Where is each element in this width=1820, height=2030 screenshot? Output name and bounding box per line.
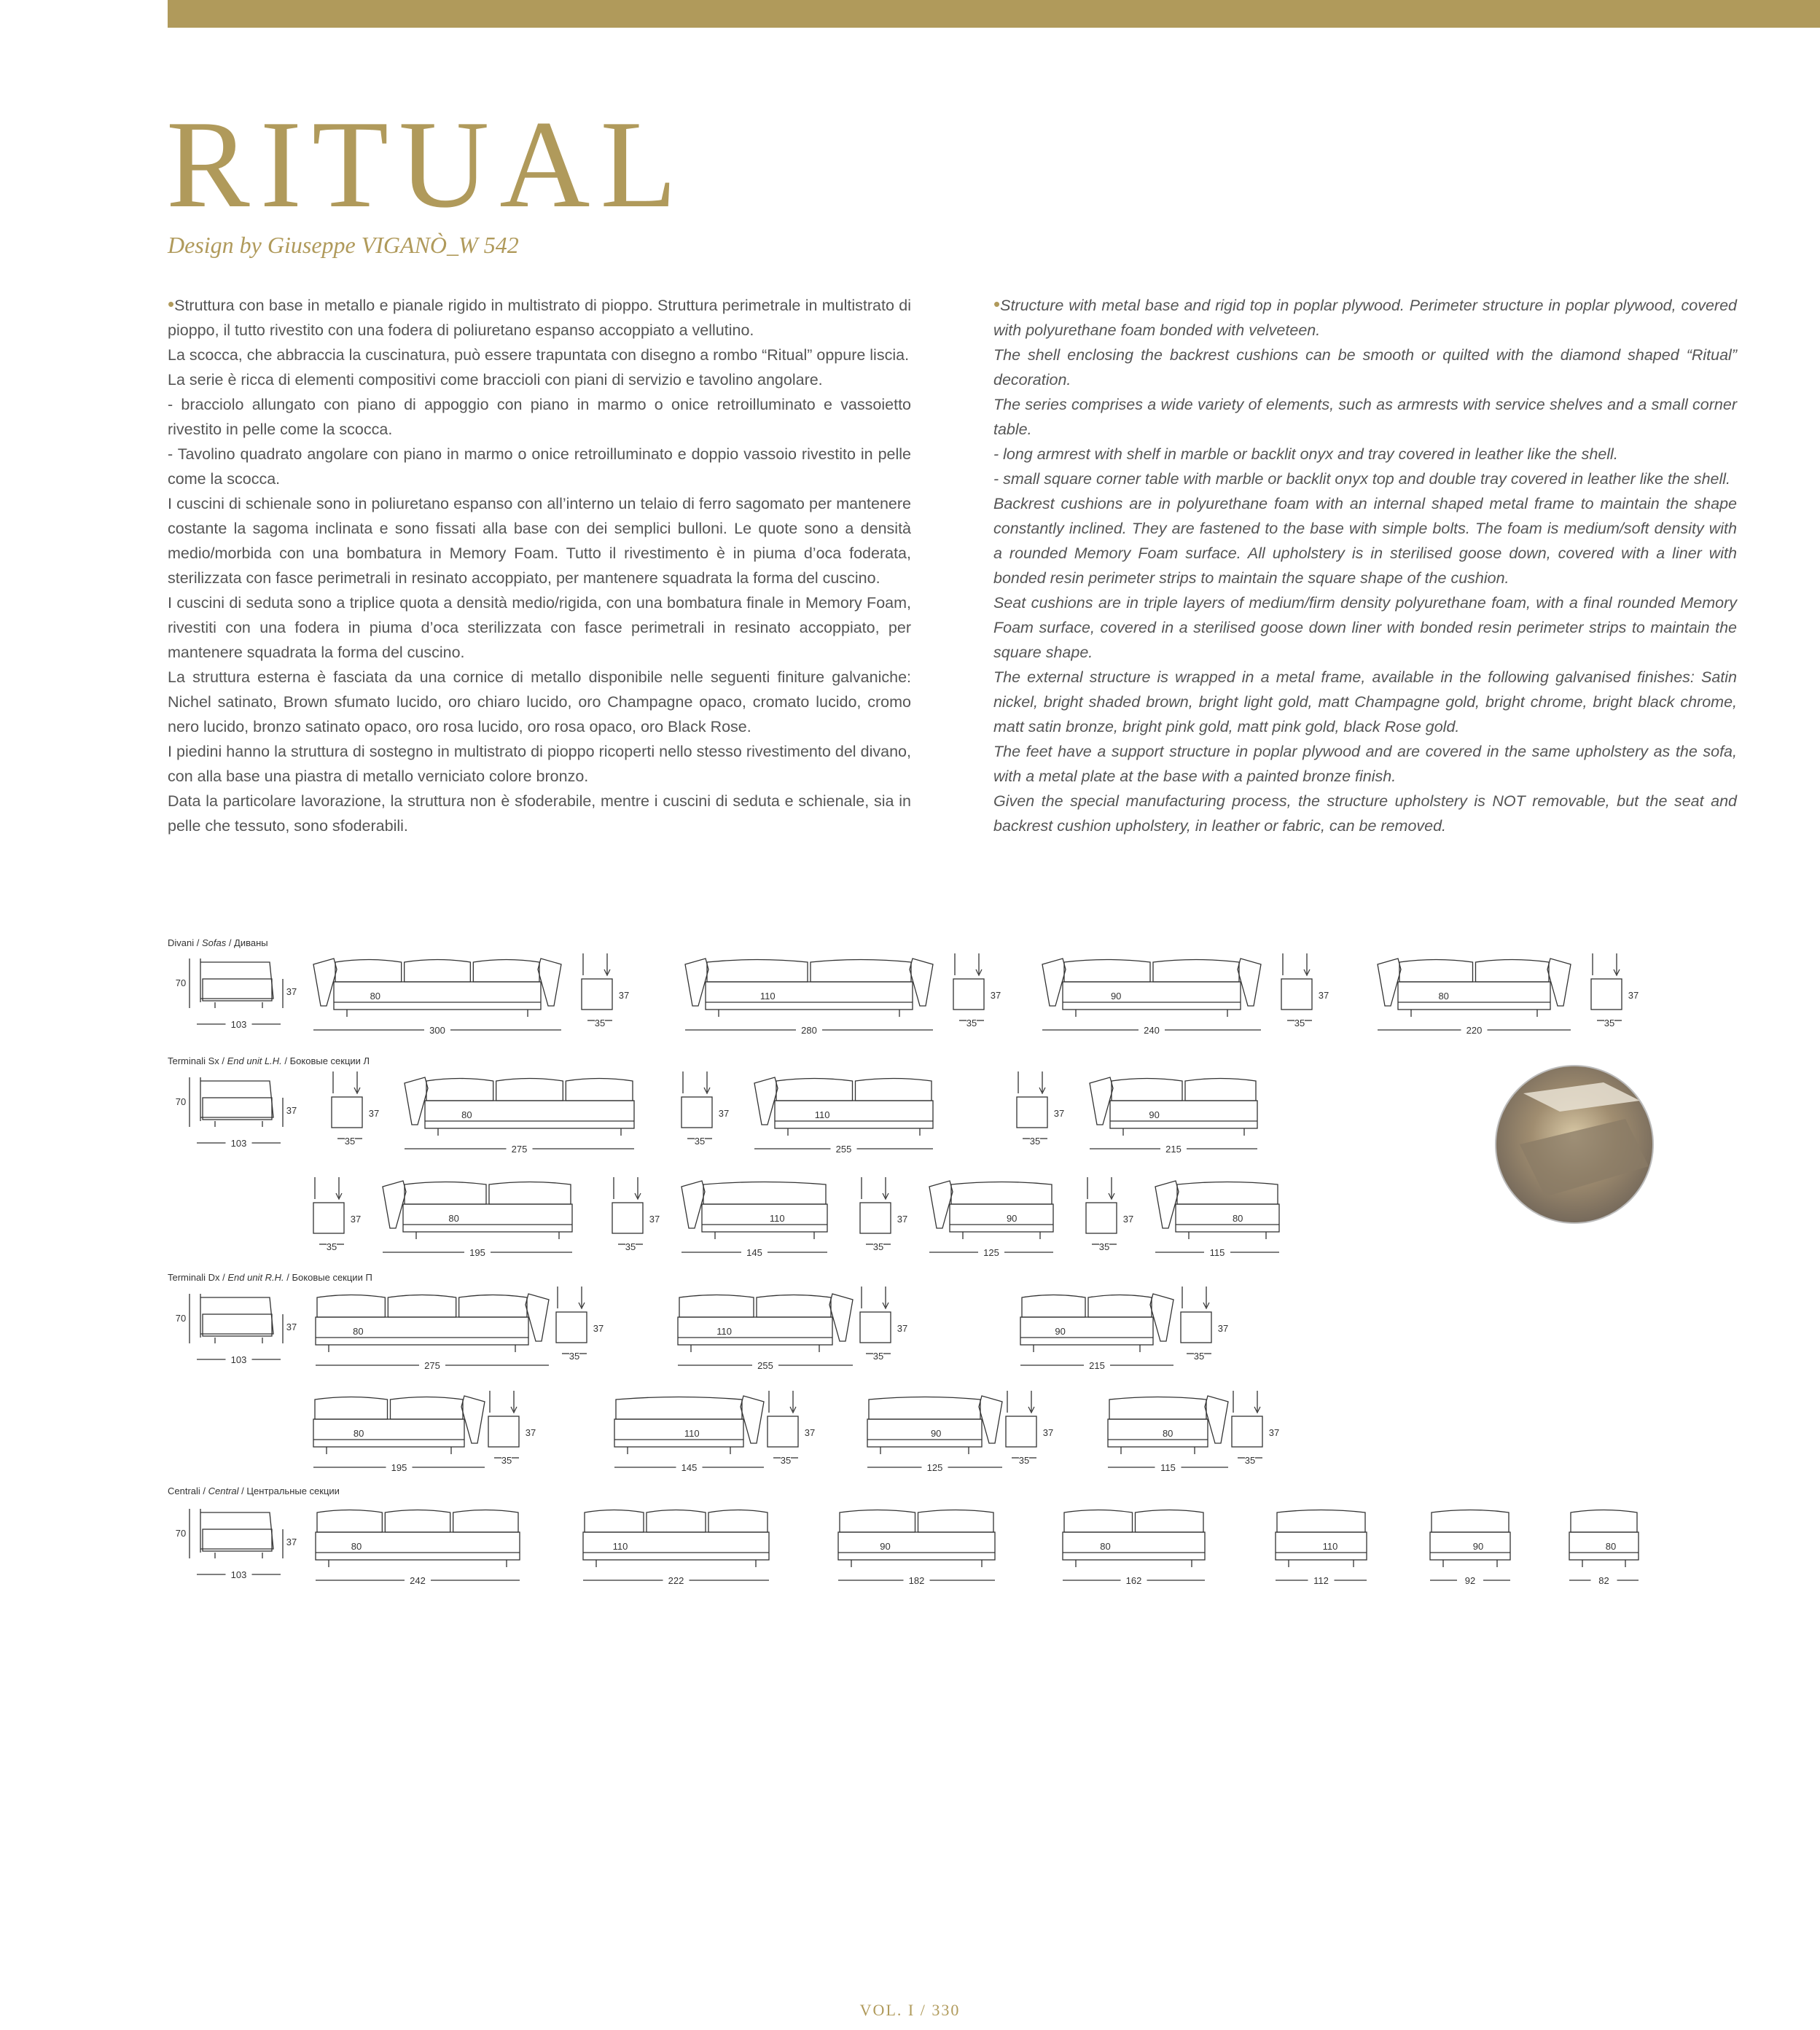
seat-width-label: 80 [370,991,381,1002]
seat-width-label: 90 [1110,991,1122,1002]
backrest-cushion [869,1397,980,1420]
seat-width-label: 80 [1162,1428,1173,1439]
seat-frame [313,1419,464,1447]
seat-frame [950,1204,1053,1232]
side-table [768,1416,798,1447]
table-height-label: 37 [897,1323,908,1334]
seat-frame [867,1419,982,1447]
page-number: VOL. I / 330 [859,2001,961,2019]
paragraph-it: La scocca, che abbraccia la cuscinatura, può essere trapuntata con disegno a rombo “Ritual” oppure liscia. [168,346,910,364]
seat-frame [775,1101,933,1128]
paragraph-it: - Tavolino quadrato angolare con piano in marmo o onice retroilluminato e doppio vassoio rivestito in pelle come la scocca. [168,445,911,488]
paragraph-it: La struttura esterna è fasciata da una cornice di metallo disponibile nelle seguenti finiture galvaniche: Nichel satinato, Brown sfumato lucido, oro chiaro lucido, oro Champagne opaco, cromato lucido, cromo nero lucido, bronzo satinato opaco, oro rosa lucido, oro rosa opaco, oro Black Rose. [168,668,911,735]
table-height-label: 37 [593,1323,604,1334]
backrest-cushion [1571,1510,1637,1533]
table-height-label: 37 [897,1214,908,1225]
seat-frame [838,1532,995,1560]
width-label: 242 [410,1575,426,1586]
backrest-cushion [1064,1510,1133,1533]
table-height-label: 37 [1053,1108,1065,1119]
table-height-label: 37 [1268,1427,1280,1438]
backrest-cushion [585,1510,644,1533]
backrest-cushion [811,960,911,983]
paragraph-en: The feet have a support structure in poplar plywood and are covered in the same upholstery as the sofa, with a metal plate at the base with a painted bronze finish. [993,743,1737,785]
seat-frame [1398,982,1550,1010]
seat-width-label: 110 [814,1109,830,1120]
seat-width-label: 110 [612,1541,628,1552]
seat-frame [316,1317,528,1345]
top-gold-bar [168,0,1820,28]
height-label: 70 [175,1528,187,1539]
backrest-cushion [1153,960,1239,983]
seat-width-label: 80 [353,1326,364,1337]
backrest-cushion [566,1079,633,1101]
height-label: 70 [175,1096,187,1107]
armrest [405,1077,428,1125]
description-english [993,292,1737,838]
seat-width-label: 110 [716,1326,732,1337]
backrest-cushion [776,1079,853,1101]
section-label-end-lh: Terminali Sx / End unit L.H. / Боковые секции Л [168,1055,370,1066]
paragraph-en: - small square corner table with marble or backlit onyx top and double tray covered in leather like the shell. [993,470,1731,488]
armrest [538,959,561,1006]
table-width-label: 35 [872,1241,884,1252]
paragraph-en: •Structure with metal base and rigid top in poplar plywood. Perimeter structure in poplar plywood, covered with polyurethane foam bonded with velveteen. [993,293,1737,339]
paragraph-it: Data la particolare lavorazione, la struttura non è sfoderabile, mentre i cuscini di seduta e schienale, sia in pelle che tessuto, sono sfoderabili. [168,792,911,835]
seat-frame [1430,1532,1510,1560]
seat-width-label: 80 [351,1541,362,1552]
armrest [829,1294,853,1341]
width-label: 275 [511,1144,528,1155]
description-italian [168,292,911,838]
seat-width-label: 90 [880,1541,891,1552]
width-label: 103 [230,1138,247,1149]
width-label: 92 [1464,1575,1476,1586]
paragraph-it: I piedini hanno la struttura di sostegno in multistrato di pioppo ricoperti nello stesso rivestimento del divano, con alla base una piastra di metallo verniciato colore bronzo. [168,743,911,785]
side-table [1181,1312,1211,1343]
width-label: 112 [1313,1575,1329,1586]
backrest-cushion [708,1510,768,1533]
backrest-cushion [679,1295,754,1318]
seat-width-label: 110 [759,991,776,1002]
width-label: 145 [681,1462,698,1473]
table-height-label: 37 [718,1108,730,1119]
seat-width-label: 90 [1006,1213,1018,1224]
table-height-label: 37 [1318,990,1329,1001]
side-table [556,1312,587,1343]
seat-width-label: 80 [1438,991,1449,1002]
side-view-outline [200,1509,273,1553]
width-label: 280 [801,1025,817,1036]
width-label: 195 [391,1462,407,1473]
backrest-cushion [1136,1510,1204,1533]
backrest-cushion [453,1510,518,1533]
seat-width-label: 80 [1232,1213,1243,1224]
armrest [1205,1396,1228,1443]
table-width-label: 35 [326,1241,337,1252]
backrest-cushion [1112,1079,1182,1101]
seat-frame [334,982,541,1010]
seat-width-label: 80 [353,1428,364,1439]
backrest-cushion [317,1295,385,1318]
table-width-label: 35 [501,1455,512,1466]
table-height-label: 37 [990,990,1001,1001]
seat-frame [1063,982,1241,1010]
backrest-cushion [1185,1079,1256,1101]
side-table [1086,1203,1117,1233]
paragraph-it: •Struttura con base in metallo e pianale rigido in multistrato di pioppo. Struttura perimetrale in multistrato di pioppo, il tutto rivestito con una fodera di poliuretano espanso accoppiato a vellutino. [168,293,911,339]
width-label: 115 [1209,1247,1225,1258]
side-table [332,1097,362,1128]
table-width-label: 35 [872,1351,884,1362]
paragraph-en: The external structure is wrapped in a metal frame, available in the following galvanised finishes: Satin nickel, bright shaded brown, bright light gold, matt Champagne gold, bright chrome, bright black chrome, matt satin bronze, bright pink gold, matt pink gold, black Rose gold. [993,668,1737,735]
backrest-cushion [1064,960,1150,983]
table-height-label: 37 [368,1108,380,1119]
backrest-cushion [840,1510,915,1533]
backrest-cushion [496,1079,563,1101]
armrest [1378,959,1401,1006]
table-width-label: 35 [1098,1241,1110,1252]
backrest-cushion [856,1079,932,1101]
designer-subtitle: Design by Giuseppe VIGANÒ_W 542 [168,232,519,258]
paragraph-en: The series comprises a wide variety of elements, such as armrests with service shelves and a small corner table. [993,396,1737,438]
backrest-cushion [385,1510,450,1533]
side-view-outline [200,1294,273,1338]
backrest-cushion [315,1397,388,1420]
table-width-label: 35 [344,1136,356,1147]
seat-width-label: 110 [1322,1541,1338,1552]
backrest-cushion [757,1295,831,1318]
table-height-label: 37 [525,1427,536,1438]
armrest [1150,1294,1173,1341]
backrest-cushion [391,1397,464,1420]
width-label: 115 [1160,1462,1176,1473]
armrest [910,959,933,1006]
paragraph-en: - long armrest with shelf in marble or backlit onyx and tray covered in leather like the shell. [993,445,1618,463]
table-width-label: 35 [1029,1136,1041,1147]
table-width-label: 35 [966,1018,977,1028]
seat-frame [583,1532,769,1560]
width-label: 222 [668,1575,684,1586]
paragraph-en: Backrest cushions are in polyurethane foam with an internal shaped metal frame to maintain the shape constantly inclined. They are fastened to the base with simple bolts. The foam is medium/soft density with a rounded Memory Foam surface. All upholstery is in sterilised goose down, covered with a liner with bonded resin perimeter strips to maintain the square shape of the cushion. [993,495,1737,587]
backrest-cushion [473,960,539,983]
table-width-label: 35 [1294,1018,1305,1028]
table-height-label: 37 [804,1427,816,1438]
seat-frame [425,1101,634,1128]
paragraph-it: - bracciolo allungato con piano di appoggio con piano in marmo o onice retroilluminato e vassoietto rivestito in pelle come la scocca. [168,396,911,438]
side-table [1006,1416,1036,1447]
armrest [1090,1077,1113,1125]
table-height-label: 37 [1122,1214,1134,1225]
seat-width-label: 90 [1055,1326,1066,1337]
table-width-label: 35 [569,1351,580,1362]
table-width-label: 35 [1244,1455,1256,1466]
drawing-elements [176,953,1639,1586]
seat-width-label: 110 [684,1428,700,1439]
table-height-label: 37 [618,990,630,1001]
section-labels [168,937,372,1496]
seat-width-label: 80 [1100,1541,1111,1552]
table-width-label: 35 [780,1455,792,1466]
technical-drawings [0,926,1820,1604]
armrest [383,1181,406,1228]
backrest-cushion [703,1182,826,1205]
backrest-cushion [317,1510,382,1533]
armrest [1042,959,1066,1006]
width-label: 255 [757,1360,773,1371]
width-label: 162 [1125,1575,1142,1586]
paragraph-it: I cuscini di seduta sono a triplice quota a densità medio/rigida, con una bombatura finale in Memory Foam, rivestiti con una fodera in piuma d’oca sterilizzata con fasce perimetrali in resinato accoppiato, per mantenere squadrata la forma del cuscino. [168,594,911,661]
seat-height-label: 37 [286,1105,297,1116]
seat-frame [1063,1532,1205,1560]
backrest-cushion [647,1510,706,1533]
width-label: 220 [1466,1025,1483,1036]
seat-width-label: 80 [461,1109,472,1120]
backrest-cushion [335,960,402,983]
side-table [953,979,984,1010]
paragraph-it: La serie è ricca di elementi compositivi come braccioli con piani di servizio e tavolino angolare. [168,371,823,389]
width-label: 103 [230,1354,247,1365]
width-label: 195 [469,1247,485,1258]
detail-photo [1496,1066,1653,1223]
side-view-seat [203,1529,272,1551]
bullet-icon: • [168,293,175,315]
armrest [929,1181,953,1228]
side-view-seat [203,979,272,1001]
table-height-label: 37 [1628,990,1639,1001]
seat-width-label: 90 [1149,1109,1160,1120]
bullet-icon: • [993,293,1001,315]
backrest-cushion [1109,1397,1206,1420]
seat-width-label: 90 [1472,1541,1484,1552]
seat-frame [403,1204,572,1232]
backrest-cushion [1399,960,1473,983]
backrest-cushion [489,1182,571,1205]
backrest-cushion [405,960,471,983]
width-label: 240 [1144,1025,1160,1036]
armrest [685,959,708,1006]
side-table [1232,1416,1262,1447]
width-label: 182 [908,1575,925,1586]
width-label: 300 [429,1025,445,1036]
armrest [681,1181,705,1228]
paragraph-en: Given the special manufacturing process, the structure upholstery is NOT removable, but the seat and backrest cushion upholstery, in leather or fabric, can be removed. [993,792,1737,835]
section-label-end-rh: Terminali Dx / End unit R.H. / Боковые секции П [168,1272,372,1283]
side-table [313,1203,344,1233]
paragraph-en: The shell enclosing the backrest cushions can be smooth or quilted with the diamond shaped “Ritual” decoration. [993,346,1737,389]
backrest-cushion [1177,1182,1278,1205]
armrest [526,1294,549,1341]
seat-height-label: 37 [286,986,297,997]
table-width-label: 35 [1604,1018,1615,1028]
side-view-outline [200,959,273,1002]
width-label: 103 [230,1019,247,1030]
seat-width-label: 90 [930,1428,942,1439]
seat-frame [702,1204,827,1232]
width-label: 215 [1089,1360,1105,1371]
side-table [582,979,612,1010]
seat-frame [316,1532,520,1560]
section-label-central: Centrali / Central / Центральные секции [168,1486,340,1496]
side-table [860,1203,891,1233]
width-label: 125 [926,1462,943,1473]
seat-frame [1020,1317,1153,1345]
table-height-label: 37 [350,1214,362,1225]
armrest [1155,1181,1179,1228]
side-view-seat [203,1314,272,1336]
table-height-label: 37 [1042,1427,1054,1438]
table-width-label: 35 [594,1018,606,1028]
armrest [461,1396,485,1443]
backrest-cushion [1022,1295,1085,1318]
seat-width-label: 80 [1605,1541,1617,1552]
backrest-cushion [426,1079,493,1101]
width-label: 125 [983,1247,999,1258]
backrest-cushion [1088,1295,1152,1318]
side-table [1017,1097,1047,1128]
seat-width-label: 80 [448,1213,459,1224]
backrest-cushion [459,1295,527,1318]
side-table [681,1097,712,1128]
side-table [612,1203,643,1233]
side-table [860,1312,891,1343]
side-view-seat [203,1098,272,1120]
backrest-cushion [707,960,808,983]
seat-frame [1176,1204,1279,1232]
side-table [1281,979,1312,1010]
backrest-cushion [1432,1510,1509,1533]
armrest [979,1396,1002,1443]
backrest-cushion [918,1510,994,1533]
side-table [1591,979,1622,1010]
seat-frame [678,1317,832,1345]
width-label: 145 [746,1247,762,1258]
height-label: 70 [175,1313,187,1324]
seat-frame [1108,1419,1208,1447]
seat-width-label: 110 [769,1213,785,1224]
paragraph-it: I cuscini di schienale sono in poliuretano espanso con all’interno un telaio di ferro sagomato per mantenere costante la sagoma inclinata e sono fissati alla base con dei semplici bulloni. Le quote sono a densità medio/morbida con una bombatura in Memory Foam. Tutto il rivestimento è in piuma d’oca foderata, sterilizzata con fasce perimetrali in resinato accoppiato, per mantenere squadrata la forma del cuscino. [168,495,911,587]
paragraph-en: Seat cushions are in triple layers of medium/firm density polyurethane foam, with a final rounded Memory Foam surface, covered in a sterilised goose down liner with bonded resin perimeter strips to maintain the square shape. [993,594,1737,661]
armrest [313,959,337,1006]
seat-frame [1110,1101,1257,1128]
table-width-label: 35 [1018,1455,1030,1466]
backrest-cushion [616,1397,742,1420]
armrest [754,1077,778,1125]
seat-frame [1569,1532,1639,1560]
side-table [488,1416,519,1447]
product-title: RITUAL [166,95,687,234]
width-label: 275 [424,1360,440,1371]
table-height-label: 37 [649,1214,660,1225]
side-view-outline [200,1077,273,1121]
backrest-cushion [1277,1510,1365,1533]
seat-frame [1276,1532,1367,1560]
height-label: 70 [175,977,187,988]
armrest [1547,959,1571,1006]
seat-height-label: 37 [286,1537,297,1547]
backrest-cushion [951,1182,1052,1205]
section-label-sofas: Divani / Sofas / Диваны [168,937,268,948]
seat-frame [706,982,913,1010]
armrest [741,1396,764,1443]
table-height-label: 37 [1217,1323,1229,1334]
table-width-label: 35 [1193,1351,1205,1362]
width-label: 82 [1598,1575,1609,1586]
width-label: 103 [230,1569,247,1580]
width-label: 255 [835,1144,852,1155]
table-width-label: 35 [625,1241,636,1252]
backrest-cushion [1476,960,1550,983]
backrest-cushion [405,1182,486,1205]
seat-height-label: 37 [286,1322,297,1332]
armrest [1238,959,1261,1006]
backrest-cushion [388,1295,456,1318]
width-label: 215 [1165,1144,1182,1155]
seat-frame [614,1419,743,1447]
table-width-label: 35 [694,1136,706,1147]
